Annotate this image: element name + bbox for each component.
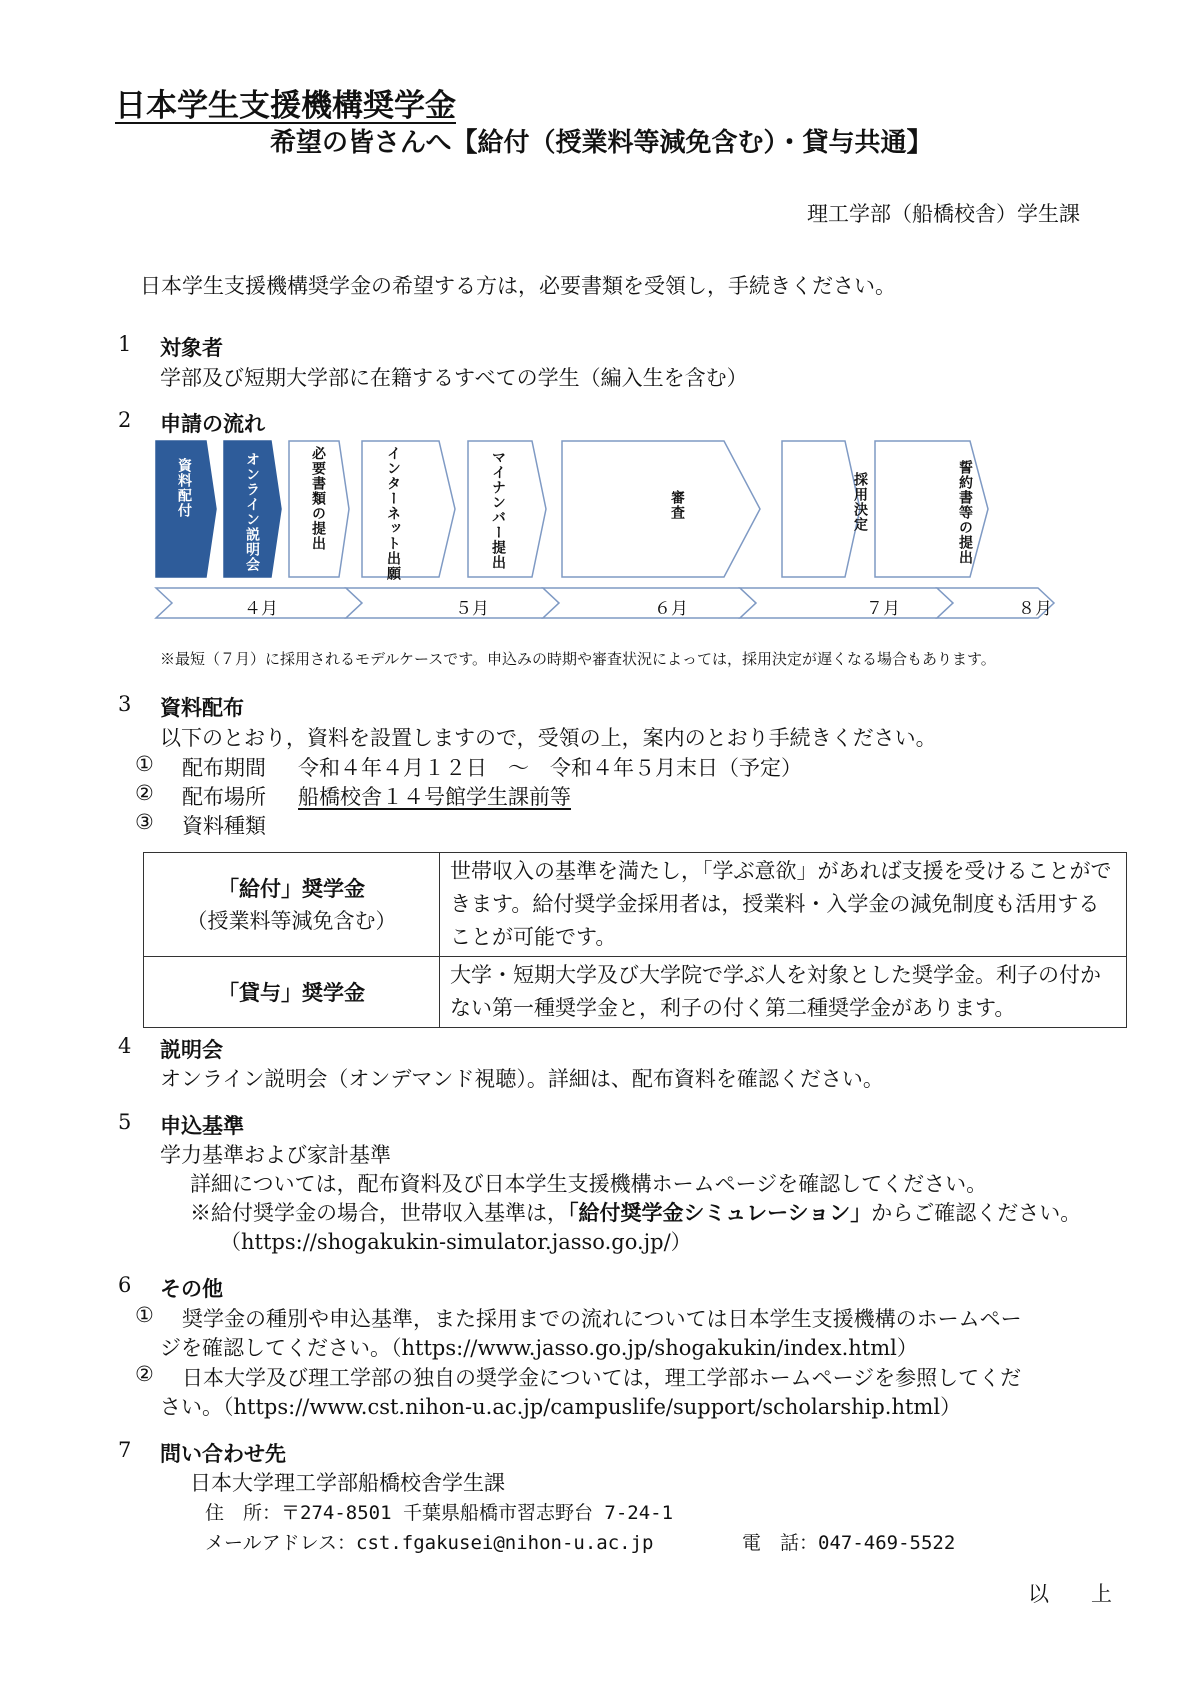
section-2-number: 2 (118, 408, 132, 432)
flow-step-4: インターネット出願 (385, 446, 401, 581)
section-5-note-pre: ※給付奨学金の場合，世帯収入基準は， (190, 1201, 568, 1225)
section-5-text: 学力基準および家計基準 (160, 1143, 391, 1167)
section-7-heading: 問い合わせ先 (160, 1441, 286, 1466)
section-3-heading: 資料配布 (160, 695, 244, 720)
material-types-label: 資料種類 (182, 814, 266, 838)
section-4-number: 4 (118, 1034, 132, 1058)
month-arrow-shape-3 (543, 588, 756, 618)
section-5-note-post: からご確認ください。 (871, 1201, 1082, 1225)
section-1-text: 学部及び短期大学部に在籍するすべての学生（編入生を含む） (160, 366, 748, 390)
distribution-period-mark: ① (135, 752, 154, 776)
grant-scholarship-description: 世帯収入の基準を満たし，「学ぶ意欲」があれば支援を受けることができます。給付奨学金採用者は，授業料・入学金の減免制度も活用することが可能です。 (440, 853, 1127, 957)
distribution-place-value: 船橋校舎１４号館学生課前等 (298, 785, 571, 809)
scholarship-types-table (143, 852, 1127, 1028)
flow-step-1: 資料配付 (176, 458, 192, 518)
document-title: 日本学生支援機構奨学金 (115, 88, 456, 124)
other-item-2-line-2[interactable]: さい。（https://www.cst.nihon-u.ac.jp/campuslife/support/scholarship.html） (160, 1395, 962, 1419)
section-3-number: 3 (118, 692, 132, 716)
contact-email[interactable]: メールアドレス：cst.fgakusei@nihon-u.ac.jp (205, 1532, 654, 1554)
other-item-1-line-2[interactable]: ジを確認してください。（https://www.jasso.go.jp/shogakukin/index.html） (160, 1336, 918, 1360)
section-5-note (190, 1197, 1081, 1227)
table-row (144, 853, 1127, 957)
flow-step-7: 採用決定 (852, 472, 868, 532)
flow-step-shape-7 (782, 441, 860, 577)
section-5-heading: 申込基準 (160, 1113, 244, 1138)
flow-note: ※最短（７月）に採用されるモデルケースです。申込みの時期や審査状況によっては，採用決定が遅くなる場合もあります。 (160, 650, 996, 668)
other-item-2-line-1: 日本大学及び理工学部の独自の奨学金については，理工学部ホームページを参照してくだ (182, 1366, 1022, 1390)
simulation-link-label[interactable]: 「給付奨学金シミュレーション」 (568, 1200, 872, 1225)
section-6-number: 6 (118, 1273, 132, 1297)
contact-phone: 電 話：047-469-5522 (742, 1532, 956, 1554)
distribution-place-mark: ② (135, 781, 154, 805)
closing-mark: 以 上 (1028, 1582, 1112, 1606)
contact-organization: 日本大学理工学部船橋校舎学生課 (190, 1471, 505, 1495)
section-7-number: 7 (118, 1438, 132, 1462)
flow-step-5: マイナンバー提出 (490, 450, 506, 570)
section-5-detail: 詳細については，配布資料及び日本学生支援機構ホームページを確認してください。 (190, 1172, 988, 1196)
section-1-number: 1 (118, 332, 132, 356)
month-arrow-shape-2 (346, 588, 559, 618)
month-label-6: ６月 (654, 599, 688, 619)
flow-step-shape-6 (562, 441, 760, 577)
distribution-place-label: 配布場所 (182, 785, 266, 809)
section-3-text: 以下のとおり，資料を設置しますので，受領の上，案内のとおり手続きください。 (160, 726, 937, 750)
simulator-url[interactable]: （https://shogakukin-simulator.jasso.go.jp/） (220, 1230, 692, 1254)
table-row (144, 957, 1127, 1028)
month-arrow-shape-4 (740, 588, 953, 618)
other-item-1-mark: ① (135, 1303, 154, 1327)
loan-scholarship-name: 「貸与」奨学金 (218, 979, 365, 1005)
month-label-4: ４月 (244, 599, 278, 619)
section-4-text: オンライン説明会（オンデマンド視聴）。詳細は、配布資料を確認ください。 (160, 1067, 884, 1091)
section-6-heading: その他 (160, 1276, 223, 1301)
flow-step-2: オンライン説明会 (244, 452, 260, 572)
table-head-cell (144, 853, 440, 957)
table-head-cell (144, 957, 440, 1028)
flow-step-6: 審査 (669, 490, 685, 520)
flow-step-shape-4 (362, 441, 455, 581)
section-5-number: 5 (118, 1110, 132, 1134)
distribution-period-label: 配布期間 (182, 756, 266, 780)
intro-text: 日本学生支援機構奨学金の希望する方は，必要書類を受領し，手続きください。 (140, 274, 896, 298)
section-4-heading: 説明会 (160, 1037, 223, 1062)
section-1-heading: 対象者 (160, 335, 223, 360)
department-name: 理工学部（船橋校舎）学生課 (807, 202, 1080, 226)
distribution-period-value: 令和４年４月１２日 ～ 令和４年５月末日（予定） (298, 756, 802, 780)
other-item-2-mark: ② (135, 1362, 154, 1386)
month-label-7: ７月 (866, 599, 900, 619)
section-2-heading: 申請の流れ (160, 411, 265, 436)
flow-step-8: 誓約書等の提出 (957, 460, 973, 565)
material-types-mark: ③ (135, 810, 154, 834)
month-label-8: ８月 (1018, 599, 1052, 619)
flow-step-3: 必要書類の提出 (310, 446, 326, 551)
grant-scholarship-subtitle: （授業料等減免含む） (186, 908, 397, 933)
contact-address: 住 所：〒274-8501 千葉県船橋市習志野台 7-24-1 (205, 1502, 674, 1524)
month-label-5: ５月 (455, 599, 489, 619)
loan-scholarship-description: 大学・短期大学及び大学院で学ぶ人を対象とした奨学金。利子の付かない第一種奨学金と，利子の付く第二種奨学金があります。 (440, 957, 1127, 1028)
document-subtitle: 希望の皆さんへ【給付（授業料等減免含む）・貸与共通】 (270, 128, 933, 158)
other-item-1-line-1: 奨学金の種別や申込基準，また採用までの流れについては日本学生支援機構のホームペー (182, 1307, 1022, 1331)
grant-scholarship-name: 「給付」奨学金 (218, 875, 365, 901)
